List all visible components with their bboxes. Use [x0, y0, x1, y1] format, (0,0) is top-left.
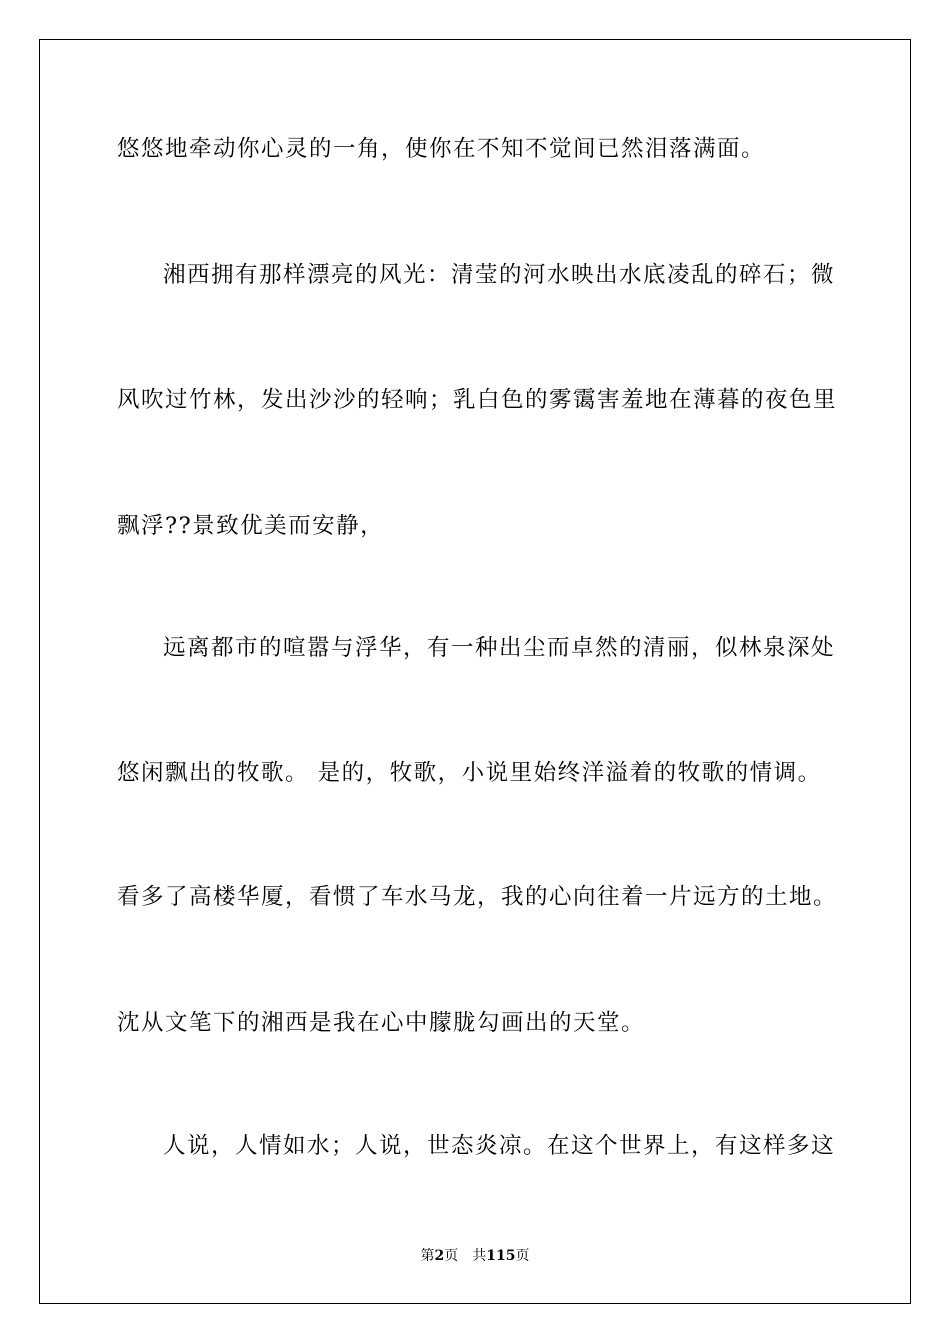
total-prefix: 共 — [472, 1248, 487, 1264]
page-prefix: 第 — [420, 1248, 435, 1264]
paragraph-line: 飘浮??景致优美而安静， — [117, 513, 385, 539]
total-pages: 115 — [486, 1248, 516, 1264]
paragraph-line: 沈从文笔下的湘西是我在心中朦胧勾画出的天堂。 — [117, 1010, 646, 1036]
paragraph-line: 人说，人情如水；人说，世态炎凉。在这个世界上，有这样多这 — [163, 1133, 836, 1159]
paragraph-line: 远离都市的喧嚣与浮华，有一种出尘而卓然的清丽，似林泉深处 — [163, 635, 836, 661]
page-suffix: 页 — [444, 1248, 459, 1264]
paragraph-line: 悠悠地牵动你心灵的一角，使你在不知不觉间已然泪落满面。 — [117, 136, 766, 162]
paragraph-line: 悠闲飘出的牧歌。 是的，牧歌，小说里始终洋溢着的牧歌的情调。 — [117, 760, 822, 786]
paragraph-line: 看多了高楼华厦，看惯了车水马龙，我的心向往着一片远方的土地。 — [117, 884, 838, 910]
page-border — [39, 39, 911, 1304]
page-number: 2 — [434, 1248, 445, 1264]
paragraph-line: 风吹过竹林，发出沙沙的轻响；乳白色的雾霭害羞地在薄暮的夜色里 — [117, 387, 838, 413]
total-suffix: 页 — [515, 1248, 530, 1264]
paragraph-line: 湘西拥有那样漂亮的风光：清莹的河水映出水底凌乱的碎石；微 — [163, 262, 836, 288]
page-footer — [0, 1246, 950, 1266]
